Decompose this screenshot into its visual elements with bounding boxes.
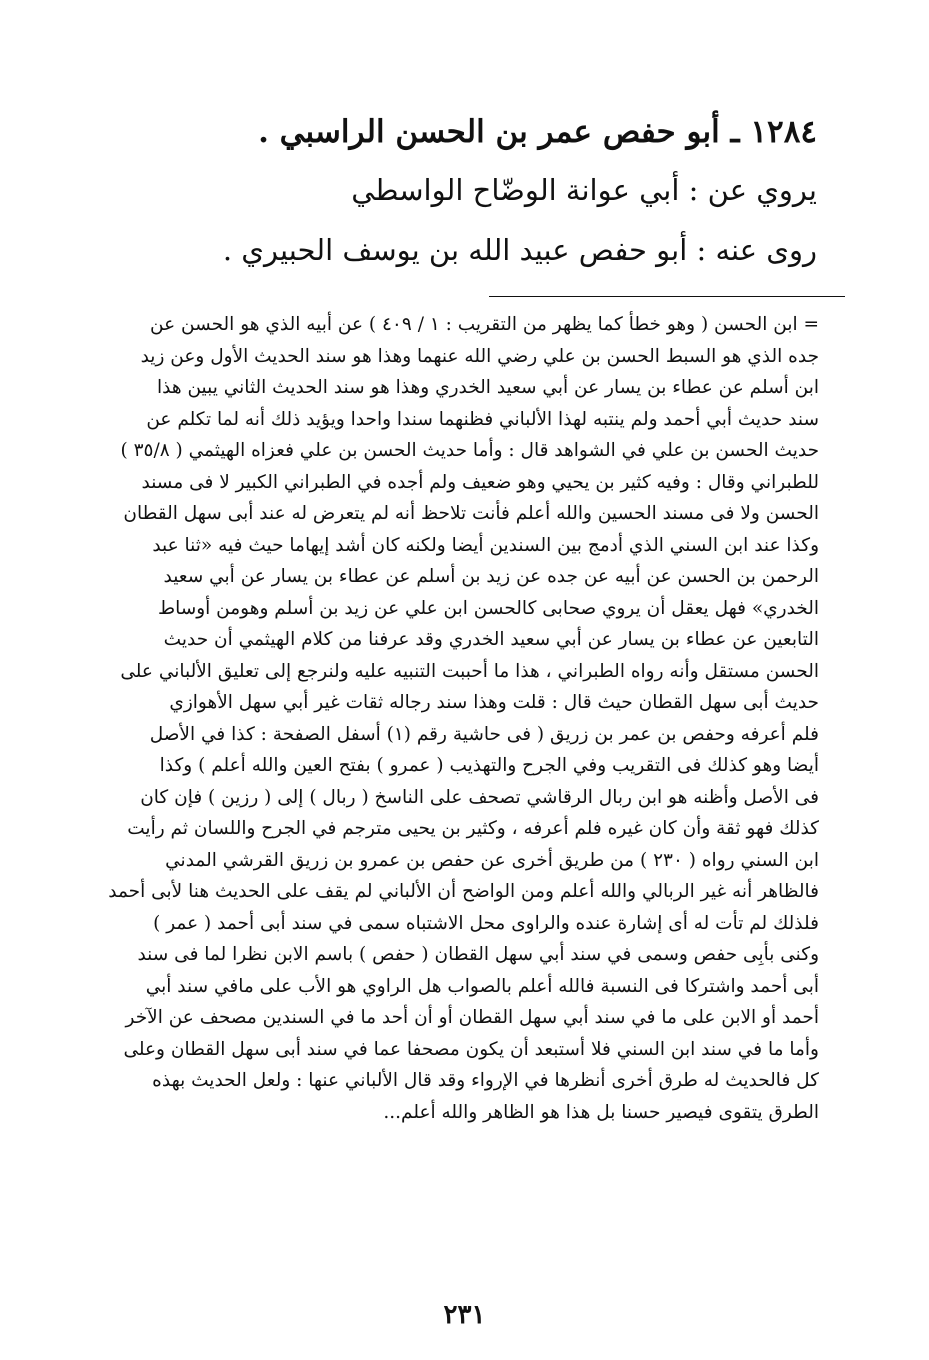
narrates-from-line: يروي عن : أبي عوانة الوضّاح الواسطي	[351, 173, 817, 207]
footnote-line: الطرق يتقوى فيصير حسنا بل هذا هو الظاهر والله أعلم...	[383, 1101, 819, 1123]
footnote-line: وكنى بأبِى حفص وسمى في سند أبي سهل القطان ( حفص ) باسم الابن نظرا لما فى سند	[137, 944, 819, 965]
footnote-line: كذلك فهو ثقة وأن كان غيره فلم أعرفه ، وكثير بن يحيى مترجم في الجرح واللسان ثم رأيت	[127, 818, 819, 839]
footnote-line: فلم أعرفه وحفص بن عمر بن زريق ( فى حاشية رقم (١) أسفل الصفحة : كذا في الأصل	[149, 723, 819, 745]
footnote-line: فلذلك لم تأت له أى إشارة عنده والراوى محل الاشتباه سمى في سند أبى أحمد ( عمر )	[153, 912, 819, 934]
footnote-line: ابن أسلم عن عطاء بن يسار عن أبي سعيد الخدري وهذا هو سند الحديث الثاني يبين هذا	[156, 377, 819, 398]
footnote-line: الخدري» فهل يعقل أن يروي صحابى كالحسن ابن علي عن زيد بن أسلم وهومن أوساط	[157, 597, 819, 619]
footnote-line: أحمد أو الابن على ما في سند أبي سهل القطان أو أن أحد ما في السندين مصحف عن الآخر	[125, 1007, 819, 1028]
footnote-line: أبى أحمد واشتركا فى النسبة فالله أعلم بالصواب هل الراوي هو الأب على مافي سند أبي	[145, 975, 819, 997]
footnote-line: جده الذي هو السبط الحسن بن علي رضي الله عنهما وهذا هو سند الحديث الأول وعن زيد	[140, 345, 819, 367]
footnote-line: سند حديث أبي أحمد ولم ينتبه لهذا الألباني فظنهما سندا واحدا ويؤيد ذلك أنه لما تكلم عن	[146, 408, 819, 430]
entry-title: ١٢٨٤ ـ أبو حفص عمر بن الحسن الراسبي .	[258, 114, 817, 150]
narrated-by-line: روى عنه : أبو حفص عبيد الله بن يوسف الحبيري .	[222, 233, 817, 267]
footnote-line: وأما ما في سند ابن السني فلا أستبعد أن يكون مصحفا عما في سند أبى سهل القطان وعلى	[123, 1038, 819, 1060]
footnote-line: للطبراني وقال : وفيه كثير بن يحيي وهو ضعيف ولم أجده في الطبراني الكبير لا فى مسند	[141, 471, 819, 493]
footnote-line: فالظاهر أنه غير الربالي والله أعلم ومن الواضح أن الألباني لم يقف على الحديث هنا لأبى أحمد	[108, 881, 819, 902]
footnote-divider	[489, 296, 845, 297]
footnote-line: الحسن ولا فى مسند الحسين والله أعلم فأنت تلاحظ أنه لم يتعرض له عند أبى سهل القطان	[123, 503, 819, 524]
footnote-line: الحسن مستقل وأنه رواه الطبراني ، هذا ما أحببت التنبيه عليه ولنرجع إلى تعليق الألباني على	[120, 660, 819, 682]
footnote-line: وكذا عند ابن السني الذي أدمج بين السندين أيضا ولكنه كان أشد إيهاما حيث فيه «ثنا عبد	[152, 534, 819, 556]
footnote-line: الرحمن بن الحسن عن أبيه عن جده عن زيد بن أسلم عن عطاء بن يسار عن أبي سعيد	[163, 566, 819, 587]
footnote-line: حديث أبى سهل القطان حيث قال : قلت وهذا سند رجاله ثقات غير أبي سهل الأهوازي	[169, 692, 819, 713]
footnote-line: كل فالحديث له طرق أخرى أنظرها في الإرواء وقد قال الألباني عنها : ولعل الحديث بهذه	[152, 1070, 819, 1091]
footnote-line: = ابن الحسن ( وهو خطأ كما يظهر من التقريب : ١ / ٤٠٩ ) عن أبيه الذي هو الحسن عن	[150, 314, 819, 335]
footnote-line: حديث الحسن بن علي في الشواهد قال : وأما حديث الحسن بن علي فعزاه الهيثمي ( ٣٥/٨ )	[120, 440, 819, 461]
footnote-line: أيضا وهو كذلك فى التقريب وفي الجرح والتهذيب ( عمرو ) بفتح العين والله أعلم ) وكذا	[159, 755, 819, 776]
page-number: ٢٣١	[443, 1300, 486, 1330]
footnote-line: التابعين عن عطاء بن يسار عن أبي سعيد الخدري وقد عرفنا من كلام الهيثمي أن حديث	[163, 629, 819, 650]
footnote-line: ابن السني رواه ( ٢٣٠ ) من طريق أخرى عن حفص بن عمرو بن زريق القرشي المدني	[165, 849, 819, 871]
footnote-text	[97, 309, 819, 1128]
footnote-line: فى الأصل وأظنه هو ابن ربال الرقاشي تصحف على الناسخ ( ربال ) إلى ( رزين ) فإن كان	[140, 786, 819, 808]
biography-entry	[117, 104, 817, 280]
